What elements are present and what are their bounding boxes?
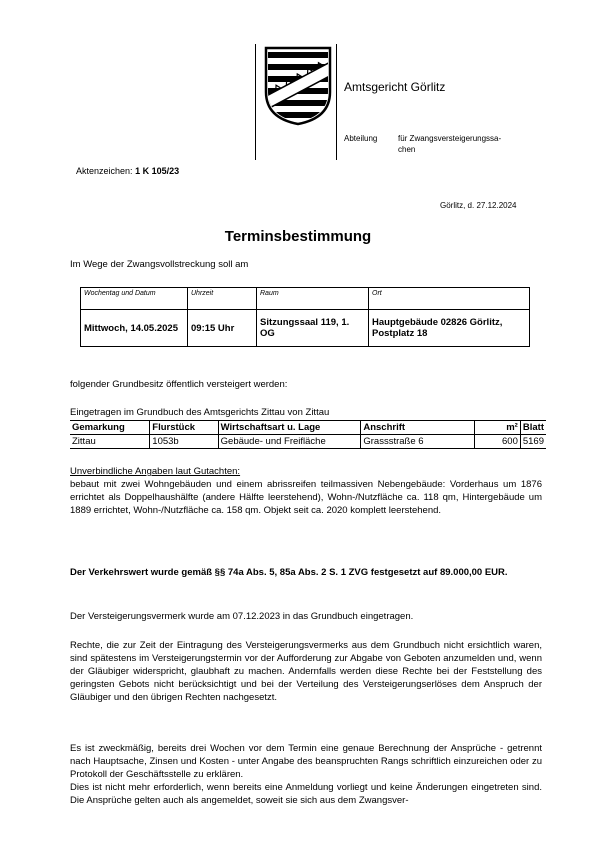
file-number-line — [76, 166, 179, 176]
appointment-date: Mittwoch, 14.05.2025 — [81, 310, 188, 347]
appointment-place: Hauptgebäude 02826 Görlitz, Postplatz 18 — [369, 310, 530, 347]
property-table-row — [70, 435, 546, 449]
wirtschaftsart: Gebäude- und Freifläche — [218, 435, 361, 449]
header-flurstueck: Flurstück — [150, 421, 218, 435]
header-divider-right — [336, 44, 337, 160]
appointment-table-header — [81, 288, 530, 310]
file-number: 1 K 105/23 — [135, 166, 180, 176]
header-room: Raum — [257, 288, 369, 310]
header-divider-left — [255, 44, 256, 160]
notice-text: Dies ist nicht mehr erforderlich, wenn bereits eine Anmeldung vorliegt und keine Änderungen eingetreten sind. Die Ansprüche gelten auch als angemeldet, soweit sie sich aus dem Zwangsver- — [70, 782, 542, 806]
department-label: Abteilung — [344, 134, 378, 143]
anschrift: Grassstraße 6 — [361, 435, 474, 449]
vermerk-text: Der Versteigerungsvermerk wurde am 07.12.2023 in das Grundbuch eingetragen. — [70, 611, 414, 622]
advice-text: Es ist zweckmäßig, bereits drei Wochen vor dem Termin eine genaue Berechnung der Ansprüche - getrennt nach Hauptsache, Zinsen und Kosten - unter Angabe des beanspruchten Rangs schriftlich einzureichen oder zu Protokoll der Geschäftsstelle zu erklären. — [70, 743, 542, 780]
file-number-label: Aktenzeichen: — [76, 166, 133, 176]
header-date: Wochentag und Datum — [81, 288, 188, 310]
property-table-header — [70, 421, 546, 435]
saxony-coat-of-arms-icon — [262, 44, 334, 126]
appointment-table-row — [81, 310, 530, 347]
property-table — [70, 420, 546, 449]
court-name: Amtsgericht Görlitz — [344, 80, 446, 94]
header-wirtschaftsart: Wirtschaftsart u. Lage — [218, 421, 361, 435]
flurstueck: 1053b — [150, 435, 218, 449]
appointment-time: 09:15 Uhr — [188, 310, 257, 347]
appointment-table — [80, 287, 530, 347]
department-name: für Zwangsversteigerungssa- chen — [398, 134, 502, 154]
header-gemarkung: Gemarkung — [70, 421, 150, 435]
place-date: Görlitz, d. 27.12.2024 — [440, 201, 517, 210]
grundbuch-line: Eingetragen im Grundbuch des Amtsgerichts Zittau von Zittau — [70, 407, 330, 418]
blatt: 5169 — [520, 435, 546, 449]
rights-text: Rechte, die zur Zeit der Eintragung des Versteigerungsvermerks aus dem Grundbuch nicht ersichtlich waren, sind spätestens im Versteigerungstermin vor der Aufforderung zur Abgabe von Geboten anzumelden und, wenn der Gläubiger widerspricht, glaubhaft zu machen. Andernfalls werden diese Rechte bei der Feststellung des geringsten Gebots nicht berücksichtigt und bei der Verteilung des Versteigerungserlöses dem Anspruch der Gläubiger und den übrigen Rechten nachgesetzt. — [70, 640, 542, 703]
market-value: Der Verkehrswert wurde gemäß §§ 74a Abs. 5, 85a Abs. 2 S. 1 ZVG festgesetzt auf 89.000,00 EUR. — [70, 567, 508, 578]
header-time: Uhrzeit — [188, 288, 257, 310]
header-blatt: Blatt — [520, 421, 546, 435]
document-title: Terminsbestimmung — [224, 228, 372, 245]
gutachten-text: bebaut mit zwei Wohngebäuden und einem abrissreifen teilmassiven Nebengebäude: Vorderhaus um 1876 errichtet als Doppelhaushälfte (andere Hälfte leerstehend), Wohn-/Nutzfläche ca. 118 qm, Hintergebäude um 1889 errichtet, Wohn-/Nutzfläche ca. 158 qm. Objekt seit ca. 2020 komplett leerstehend. — [70, 479, 542, 516]
gemarkung: Zittau — [70, 435, 150, 449]
area: 600 — [474, 435, 520, 449]
gutachten-heading: Unverbindliche Angaben laut Gutachten: — [70, 466, 241, 477]
header-anschrift: Anschrift — [361, 421, 474, 435]
appointment-room: Sitzungssaal 119, 1. OG — [257, 310, 369, 347]
header-place: Ort — [369, 288, 530, 310]
header-area: m² — [474, 421, 520, 435]
intro-text: Im Wege der Zwangsvollstreckung soll am — [70, 259, 249, 270]
after-table-text: folgender Grundbesitz öffentlich versteigert werden: — [70, 379, 288, 390]
